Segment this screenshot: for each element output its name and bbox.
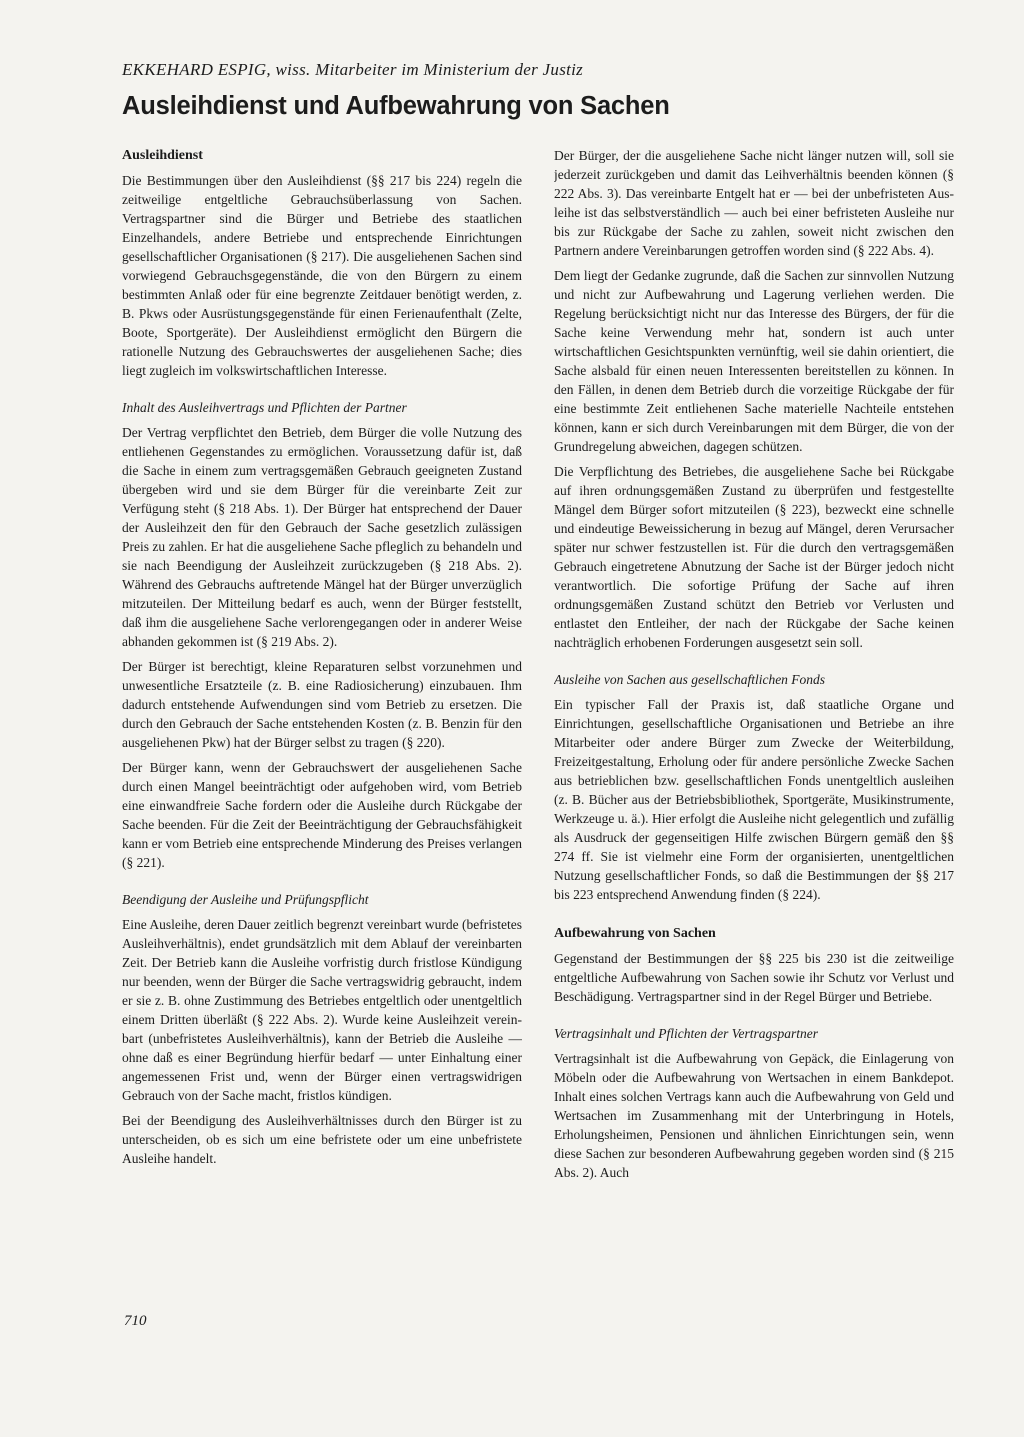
paragraph: Dem liegt der Gedanke zugrunde, daß die Sachen zur sinnvollen Nutzung und nicht zur Aufbewahrung und Lagerung verliehen werden. Die Regelung berücksichtigt nicht nur das Interesse des Bürgers, der für die Sache keine Verwendung mehr hat, sondern ist auch unter wirtschaftlichen Gesichtspunkten vernünftig, weil sie dahin orientiert, die Sache alsbald für einen neuen Interessenten bereitstellen zu können. In den Fällen, in denen dem Betrieb durch die vorzeitige Rückgabe der für eine bestimmte Zeit entliehenen Sache materielle Nachteile entstehen können, kann er sich durch Vereinbarungen mit dem Bürger, die von der Grundregelung abweichen, dagegen schützen. (554, 268, 954, 454)
article-title: Ausleihdienst und Aufbewahrung von Sachen (122, 92, 670, 120)
right-column (554, 146, 954, 1336)
paragraph: Gegenstand der Bestimmungen der §§ 225 bis 230 ist die zeitweilige entgeltliche Aufbewahrung von Sachen sowie ihr Schutz vor Verlust und Beschädigung. Vertragspartner sind in der Regel Bürger und Betriebe. (554, 951, 954, 1004)
heading-ausleihdienst: Ausleihdienst (122, 148, 203, 163)
page-number: 710 (124, 1313, 147, 1329)
heading-aufbewahrung: Aufbewahrung von Sachen (554, 926, 716, 941)
paragraph: Die Bestimmungen über den Ausleihdienst (§§ 217 bis 224) regeln die zeitweilige entgeltliche Gebrauchsüberlassung von Sachen. Vertragspartner sind die Bürger und Betriebe des staatlichen Einzelhandels, andere Betriebe und entsprechende Einrichtungen gesellschaftlicher Organisationen (§ 217). Die ausgeliehenen Sachen sind vorwiegend Gebrauchsgegenstände, die von den Bürgern zu einem bestimmten Anlaß oder für eine begrenzte Zeitdauer benötigt werden, z. B. Pkws oder Ausrüstungsgegenstände für einen Ferienaufenthalt (Zelte, Boote, Sportgeräte). Der Ausleihdienst ermöglicht den Bürgern die rationelle Nutzung des Gebrauchswertes der ausgeliehenen Sache; dies liegt zugleich im volkswirtschaftlichen Interesse. (122, 173, 522, 378)
paragraph: Der Bürger ist berechtigt, kleine Reparaturen selbst vorzunehmen und unwesentliche Ersatzteile (z. B. eine Radiosicherung) einzubauen. Ihm dadurch entstehende Aufwendungen sind vom Betrieb zu ersetzen. Die durch den Gebrauch der Sache entstehenden Kosten (z. B. Benzin für den ausgeliehenen Pkw) hat der Bürger selbst zu tragen (§ 220). (122, 659, 522, 750)
left-column (122, 146, 522, 1336)
paragraph: Eine Ausleihe, deren Dauer zeitlich begrenzt vereinbart wurde (befristetes Ausleihverhältnis), endet grundsätzlich mit dem Ablauf der vereinbarten Zeit. Der Betrieb kann die Ausleihe vorfristig durch fristlose Kündigung nur beenden, wenn der Bürger die Sache vertragswidrig gebraucht, indem er sie z. B. ohne Zustimmung des Betriebes entgeltlich oder unentgeltlich einem Dritten überläßt (§ 222 Abs. 2). Wurde keine Ausleihzeit vereinbart (unbefristetes Ausleihverhältnis), kann der Betrieb die Ausleihe — ohne daß es einer Begründung hierfür bedarf — unter Einhaltung einer angemessenen Frist und, wenn der Bürger einen vertragswidrigen Gebrauch von der Sache macht, fristlos kündigen. (122, 917, 522, 1103)
paragraph: Der Vertrag verpflichtet den Betrieb, dem Bürger die volle Nutzung des entliehenen Gegenstandes zu ermöglichen. Voraussetzung dafür ist, daß die Sache in einem zum vertragsgemäßen Gebrauch geeigneten Zustand übergeben wird und sie dem Bürger für die vereinbarte Zeit zur Verfügung steht (§ 218 Abs. 1). Der Bürger hat entsprechend der Dauer der Ausleihzeit den für den Gebrauch der Sache gesetzlich zulässigen Preis zu zahlen. Er hat die ausgeliehene Sache pfleglich zu behandeln und sie nach Beendigung der Ausleihzeit zurückzugeben (§ 218 Abs. 2). Während des Gebrauchs auftretende Mängel hat der Bürger unverzüglich mitzuteilen. Der Mitteilung bedarf es auch, wenn der Bürger feststellt, daß ihm die ausgeliehene Sache verlorengegangen oder in anderer Weise abhanden gekommen ist (§ 219 Abs. 2). (122, 425, 522, 649)
subheading-fonds: Ausleihe von Sachen aus gesellschaftlichen Fonds (554, 672, 826, 687)
paragraph: Der Bürger kann, wenn der Gebrauchswert der ausgeliehenen Sache durch einen Mangel beeinträchtigt oder aufgehoben wird, vom Betrieb eine einwandfreie Sache fordern oder die Ausleihe durch Rückgabe der Sache beenden. Für die Zeit der Beeinträchtigung der Gebrauchsfähigkeit kann er vom Betrieb eine entsprechende Minderung des Preises verlangen (§ 221). (122, 760, 522, 870)
subheading-vertragsinhalt: Vertragsinhalt und Pflichten der Vertragspartner (554, 1026, 818, 1041)
paragraph: Bei der Beendigung des Ausleihverhältnisses durch den Bürger ist zu unterscheiden, ob es sich um eine befristete oder um eine unbefristete Ausleihe handelt. (122, 1113, 522, 1166)
paragraph: Die Verpflichtung des Betriebes, die ausgeliehene Sache bei Rückgabe auf ihren ordnungsgemäßen Zustand zu überprüfen und festgestellte Mängel dem Bürger sofort mitzuteilen (§ 223), bezweckt eine schnelle und eindeutige Beweissicherung in bezug auf Mängel, deren Verursacher später nur schwer festzustellen ist. Für die durch den vertragsgemäßen Gebrauch eingetretene Abnutzung der Sache ist der Bürger jedoch nicht verantwortlich. Die sofortige Prüfung der Sache auf ihren ordnungsgemäßen Zustand schützt den Betrieb vor Verlusten und entlastet den Entleiher, der nach der Rückgabe der Sache keinen nachträglich erhobenen Forderungen ausgesetzt sein soll. (554, 464, 954, 650)
paragraph: Der Bürger, der die ausgeliehene Sache nicht länger nutzen will, soll sie jederzeit zurückgeben und damit das Leihverhältnis beenden können (§ 222 Abs. 3). Das vereinbarte Entgelt hat er — bei der unbefristeten Ausleihe ist das selbstverständlich — auch bei einer befristeten Ausleihe nur bis zur Rückgabe der Sache zu zahlen, soweit nicht zwischen den Partnern andere Vereinbarungen getroffen worden sind (§ 222 Abs. 4). (554, 148, 954, 258)
paragraph: Vertragsinhalt ist die Aufbewahrung von Gepäck, die Einlagerung von Möbeln oder die Aufbewahrung von Wertsachen in einem Bankdepot. Inhalt eines solchen Vertrags kann auch die Aufbewahrung von Geld und Wertsachen im Zusammenhang mit der Unterbringung in Hotels, Erholungsheimen, Pensionen und ähnlichen Einrichtungen sein, wenn diese Sachen zur besonderen Aufbewahrung gegeben worden sind (§ 215 Abs. 2). Auch (554, 1051, 954, 1180)
subheading-inhalt: Inhalt des Ausleihvertrags und Pflichten der Partner (122, 400, 407, 415)
subheading-beendigung: Beendigung der Ausleihe und Prüfungspflicht (122, 892, 369, 907)
author-byline: EKKEHARD ESPIG, wiss. Mitarbeiter im Ministerium der Justiz (122, 60, 584, 79)
paragraph: Ein typischer Fall der Praxis ist, daß staatliche Organe und Einrichtungen, gesellschaftliche Organisationen und Betriebe an ihre Mitarbeiter oder andere Bürger zum Zwecke der Weiterbildung, Freizeitgestaltung, Erholung oder für andere persönliche Zwecke Sachen aus betrieblichen bzw. gesellschaftlichen Fonds unentgeltlich ausleihen (z. B. Bücher aus der Betriebsbibliothek, Sportgeräte, Musikinstrumente, Werkzeuge u. ä.). Hier erfolgt die Ausleihe nicht gelegentlich und zufällig als Ausdruck der gegenseitigen Hilfe zwischen Bürgern gemäß den §§ 274 ff. Sie ist vielmehr eine Form der organisierten, unentgeltlichen Nutzung gesellschaftlicher Fonds, so daß die Bestimmungen der §§ 217 bis 223 entsprechend Anwendung finden (§ 224). (554, 697, 954, 902)
